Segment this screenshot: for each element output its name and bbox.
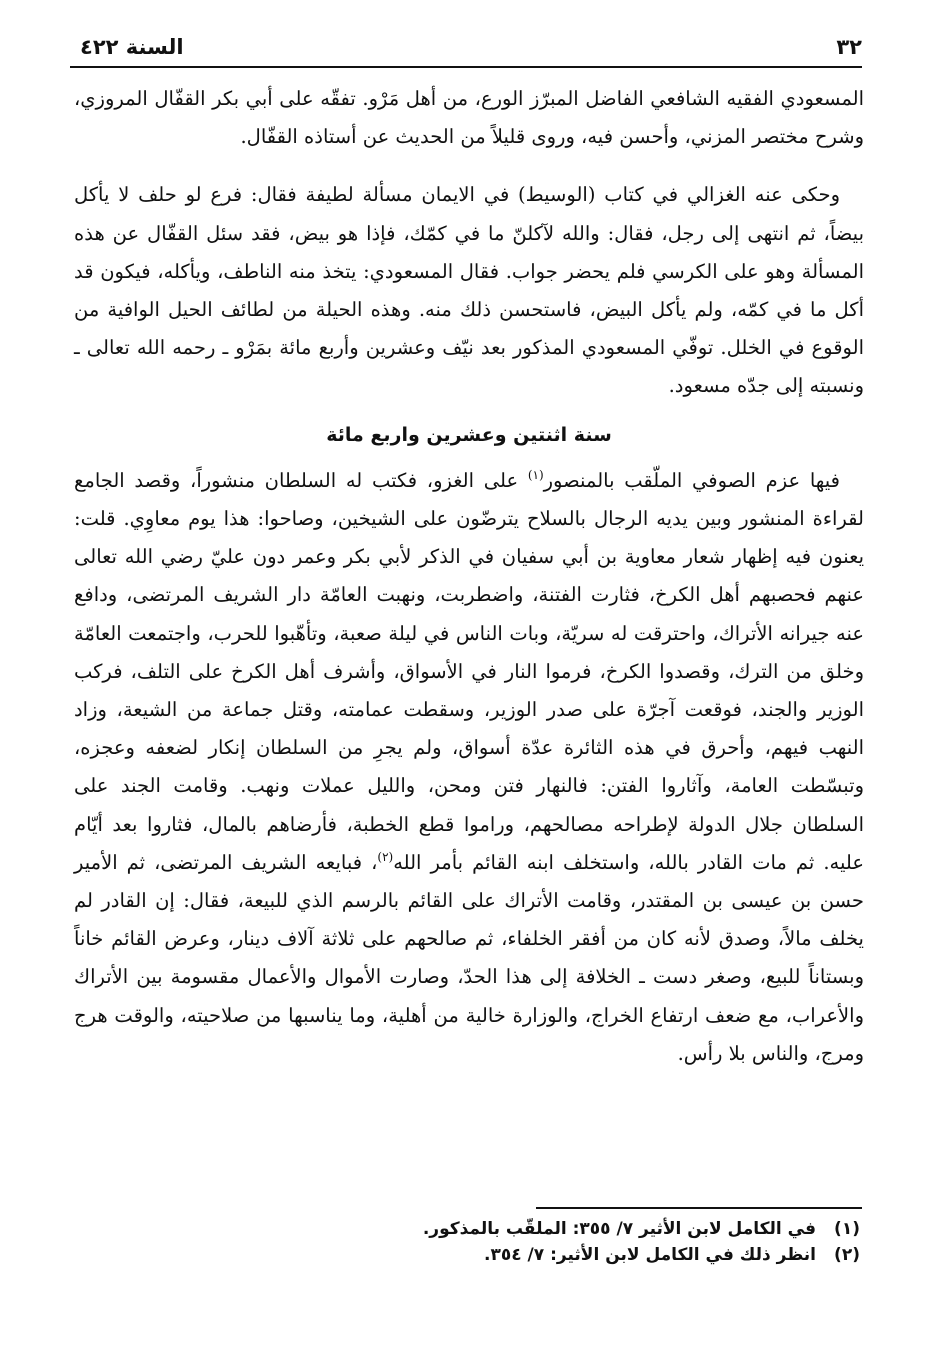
section-title: سنة اثنتين وعشرين واربع مائة bbox=[326, 423, 612, 446]
footnote-rule bbox=[536, 1207, 862, 1209]
page-header bbox=[80, 30, 862, 64]
footnote-item bbox=[120, 1242, 860, 1268]
main-paragraph bbox=[74, 462, 864, 1073]
footnote-ref-1[interactable]: (١) bbox=[527, 467, 544, 482]
story-paragraph: وحكى عنه الغزالي في كتاب (الوسيط) في الايمان مسألة لطيفة فقال: فرع لو حلف لا يأكل بيضاً، ثم انتهى إلى رجل، فقال: والله لآكلنّ ما في كمّك، فإذا هو بيض، فقد سئل القفّال عن هذه المسألة وهو على الكرسي فلم يحضر جواب. فقال المسعودي: يتخذ منه الناطف، ويأكله، فيكون قد أكل ما في كمّه، ولم يأكل البيض، فاستحسن ذلك منه. وهذه الحيلة من لطائف الحيل الوافية من الوقوع في الخلل. توفّي المسعودي المذكور بعد نيّف وعشرين وأربع مائة بمَرْو ـ رحمه الله تعالى ـ ونسبته إلى جدّه مسعود. bbox=[74, 183, 864, 398]
footnote-text: انظر ذلك في الكامل لابن الأثير: ٧/ ٣٥٤. bbox=[484, 1245, 816, 1265]
intro-paragraph: المسعودي الفقيه الشافعي الفاضل المبرّز الورع، من أهل مَرْو. تفقّه على أبي بكر القفّال المروزي، وشرح مختصر المزني، وأحسن فيه، وروى قليلاً من الحديث عن أستاذه القفّال. bbox=[74, 87, 864, 149]
main-text-part2: على الغزو، فكتب له السلطان منشوراً، وقصد الجامع لقراءة المنشور وبين يديه الرجال بالسلاح يترضّون على الشيخين، وصاحوا: هذا يوم معاوِي. قلت: يعنون فيه إظهار شعار معاوية بن أبي سفيان في الذكر لأبي بكر وعمر دون عليّ رضي الله تعالى عنهم فحصبهم أهل الكرخ، فثارت الفتنة، واضطربت، ونهبت العامّة دار الشريف المرتضى، ودافع عنه جيرانه الأتراك، واحترقت له سريّة، وبات الناس في ليلة صعبة، وتأهّبوا للحرب، واجتمعت العامّة وخلق من الترك، وقصدوا الكرخ، فرموا النار في الأسواق، وأشرف أهل الكرخ على التلف، فركب الوزير والجند، فوقعت آجرّة على صدر الوزير، وسقطت عمامته، وقتل جماعة من الشيعة، وزاد النهب فيهم، وأحرق في هذه الثائرة عدّة أسواق، ولم يجرِ من السلطان إنكار لضعفه وعجزه، وتبسّطت العامة، وآثاروا الفتن: فالنهار فتن ومحن، والليل عملات ونهب. وقامت الجند على السلطان جلال الدولة لإطراحه مصالحهم، وراموا قطع الخطبة، فأرضاهم بالمال، فثاروا بعد أيّام عليه. ثم مات القادر بالله، واستخلف ابنه القائم بأمر الله bbox=[74, 468, 864, 874]
footnotes bbox=[120, 1216, 860, 1268]
running-head-year: السنة ٤٢٢ bbox=[80, 35, 184, 59]
footnote-text: في الكامل لابن الأثير ٧/ ٣٥٥: الملقّب بالمذكور. bbox=[422, 1219, 816, 1239]
footnote-number: (١) bbox=[834, 1219, 860, 1239]
header-rule bbox=[70, 66, 862, 68]
footnote-item bbox=[120, 1216, 860, 1242]
page-body bbox=[74, 80, 864, 1073]
main-text-part3: ، فبايعه الشريف المرتضى، ثم الأمير حسن بن عيسى بن المقتدر، وقامت الأتراك على القائم بالرسم الذي للبيعة، فقال: إن القادر لم يخلف مالاً، وصدق لأنه كان من أفقر الخلفاء، ثم صالحهم على ثلاثة آلاف دينار، وعرض القائم خاناً وبستاناً للبيع، وصغر دست ـ الخلافة إلى هذا الحدّ، وصارت الأموال والأعمال مقسومة بين الأتراك والأعراب، مع ضعف ارتفاع الخراج، والوزارة خالية من أهلية، وما يناسبها من صلاحيته، والوقت هرج ومرج، والناس بلا رأس. bbox=[74, 850, 864, 1065]
footnote-number: (٢) bbox=[834, 1245, 860, 1265]
main-text-part1: فيها عزم الصوفي الملّقب بالمنصور bbox=[543, 468, 840, 492]
page-number: ٣٢ bbox=[836, 35, 862, 59]
footnote-ref-2[interactable]: (٢) bbox=[377, 849, 394, 864]
